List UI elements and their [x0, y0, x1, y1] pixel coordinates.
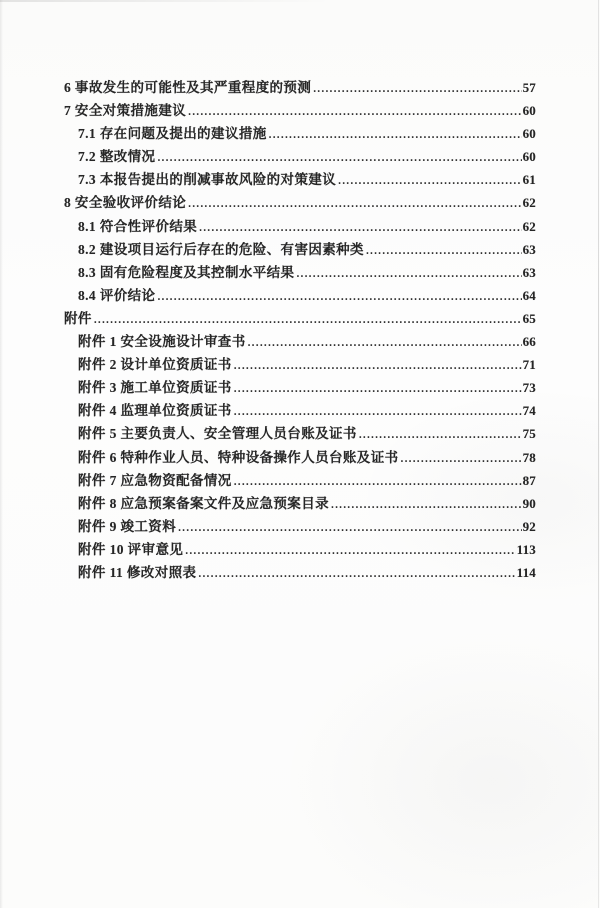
dot-leader — [188, 198, 521, 210]
toc-list — [64, 76, 536, 584]
dot-leader — [94, 314, 522, 326]
toc-page-number: 78 — [522, 449, 536, 465]
toc-entry-label: 附件 9 竣工资料 — [78, 518, 177, 534]
toc-entry-label: 7 安全对策措施建议 — [64, 103, 187, 119]
toc-entry — [64, 191, 536, 214]
toc-entry-label: 8 安全验收评价结论 — [64, 195, 187, 211]
toc-page-number: 60 — [522, 126, 536, 142]
toc-entry — [64, 307, 536, 330]
toc-page-number: 62 — [522, 195, 536, 211]
toc-entry-label: 附件 3 施工单位资质证书 — [78, 380, 232, 396]
toc-page-number: 64 — [522, 287, 536, 303]
dot-leader — [234, 360, 522, 372]
toc-page-number: 60 — [522, 103, 536, 119]
dot-leader — [178, 522, 521, 534]
toc-entry-label: 附件 1 安全设施设计审查书 — [78, 334, 246, 350]
dot-leader — [234, 383, 522, 395]
toc-page-number: 66 — [522, 334, 536, 350]
toc-page-number: 90 — [522, 495, 536, 511]
toc-entry — [64, 330, 536, 353]
toc-entry — [64, 492, 536, 515]
dot-leader — [234, 406, 522, 418]
dot-leader — [313, 83, 521, 95]
page-top-edge — [0, 0, 330, 2]
toc-entry-label: 附件 7 应急物资配备情况 — [78, 472, 232, 488]
dot-leader — [296, 268, 521, 280]
toc-page-number: 61 — [522, 172, 536, 188]
toc-entry-label: 6 事故发生的可能性及其严重程度的预测 — [64, 80, 312, 95]
dot-leader — [338, 175, 521, 187]
toc-entry — [64, 145, 536, 168]
toc-entry-label: 附件 5 主要负责人、安全管理人员台账及证书 — [78, 426, 357, 442]
toc-page-number: 73 — [522, 380, 536, 396]
toc-entry — [64, 538, 536, 561]
toc-entry — [64, 168, 536, 191]
toc-entry — [64, 561, 536, 584]
toc-entry — [64, 376, 536, 399]
toc-entry-label: 7.2 整改情况 — [78, 149, 156, 165]
toc-entry — [64, 515, 536, 538]
dot-leader — [188, 106, 521, 118]
dot-leader — [248, 337, 522, 349]
toc-entry — [64, 215, 536, 238]
dot-leader — [199, 222, 521, 234]
toc-entry-label: 附件 2 设计单位资质证书 — [78, 357, 232, 373]
toc-entry-label: 8.3 固有危险程度及其控制水平结果 — [78, 264, 295, 280]
dot-leader — [198, 568, 515, 580]
toc-entry — [64, 122, 536, 145]
toc-entry-label: 附件 10 评审意见 — [78, 541, 184, 557]
toc-entry-label: 8.1 符合性评价结果 — [78, 218, 198, 234]
toc-entry-label: 7.3 本报告提出的削减事故风险的对策建议 — [78, 172, 337, 188]
toc-entry — [64, 469, 536, 492]
toc-entry-label: 8.4 评价结论 — [78, 287, 156, 303]
toc-page-number: 63 — [522, 241, 536, 257]
toc-entry — [64, 399, 536, 422]
dot-leader — [401, 453, 522, 465]
page-left-edge — [0, 0, 3, 908]
toc-page-number: 75 — [522, 426, 536, 442]
dot-leader — [234, 476, 522, 488]
toc-page-number: 74 — [522, 403, 536, 419]
toc-entry — [64, 76, 536, 99]
toc-entry-label: 7.1 存在问题及提出的建议措施 — [78, 126, 267, 142]
dot-leader — [359, 429, 522, 441]
toc-entry-label: 8.2 建设项目运行后存在的危险、有害因素种类 — [78, 241, 364, 257]
toc-page-number: 57 — [522, 80, 536, 95]
page-right-edge — [598, 0, 599, 908]
toc-entry-label: 附件 4 监理单位资质证书 — [78, 403, 232, 419]
toc-entry — [64, 353, 536, 376]
toc-entry-label: 附件 8 应急预案备案文件及应急预案目录 — [78, 495, 329, 511]
dot-leader — [331, 499, 522, 511]
toc-page-number: 62 — [522, 218, 536, 234]
dot-leader — [269, 129, 522, 141]
dot-leader — [185, 545, 515, 557]
toc-entry-label: 附件 — [64, 310, 92, 326]
toc-entry — [64, 422, 536, 445]
dot-leader — [157, 152, 521, 164]
toc-entry-label: 附件 11 修改对照表 — [78, 564, 197, 580]
dot-leader — [157, 291, 521, 303]
toc-page-number: 92 — [522, 518, 536, 534]
toc-entry — [64, 261, 536, 284]
dot-leader — [366, 245, 522, 257]
toc-entry — [64, 446, 536, 469]
toc-page-number: 71 — [522, 357, 536, 373]
toc-entry — [64, 238, 536, 261]
toc-entry-label: 附件 6 特种作业人员、特种设备操作人员台账及证书 — [78, 449, 399, 465]
toc-page-number: 60 — [522, 149, 536, 165]
toc-page-number: 63 — [522, 264, 536, 280]
toc-page-number: 114 — [516, 564, 536, 580]
toc-page-number: 87 — [522, 472, 536, 488]
toc-page-number: 113 — [516, 541, 536, 557]
toc-entry — [64, 99, 536, 122]
toc-page-number: 65 — [522, 310, 536, 326]
toc-entry — [64, 284, 536, 307]
